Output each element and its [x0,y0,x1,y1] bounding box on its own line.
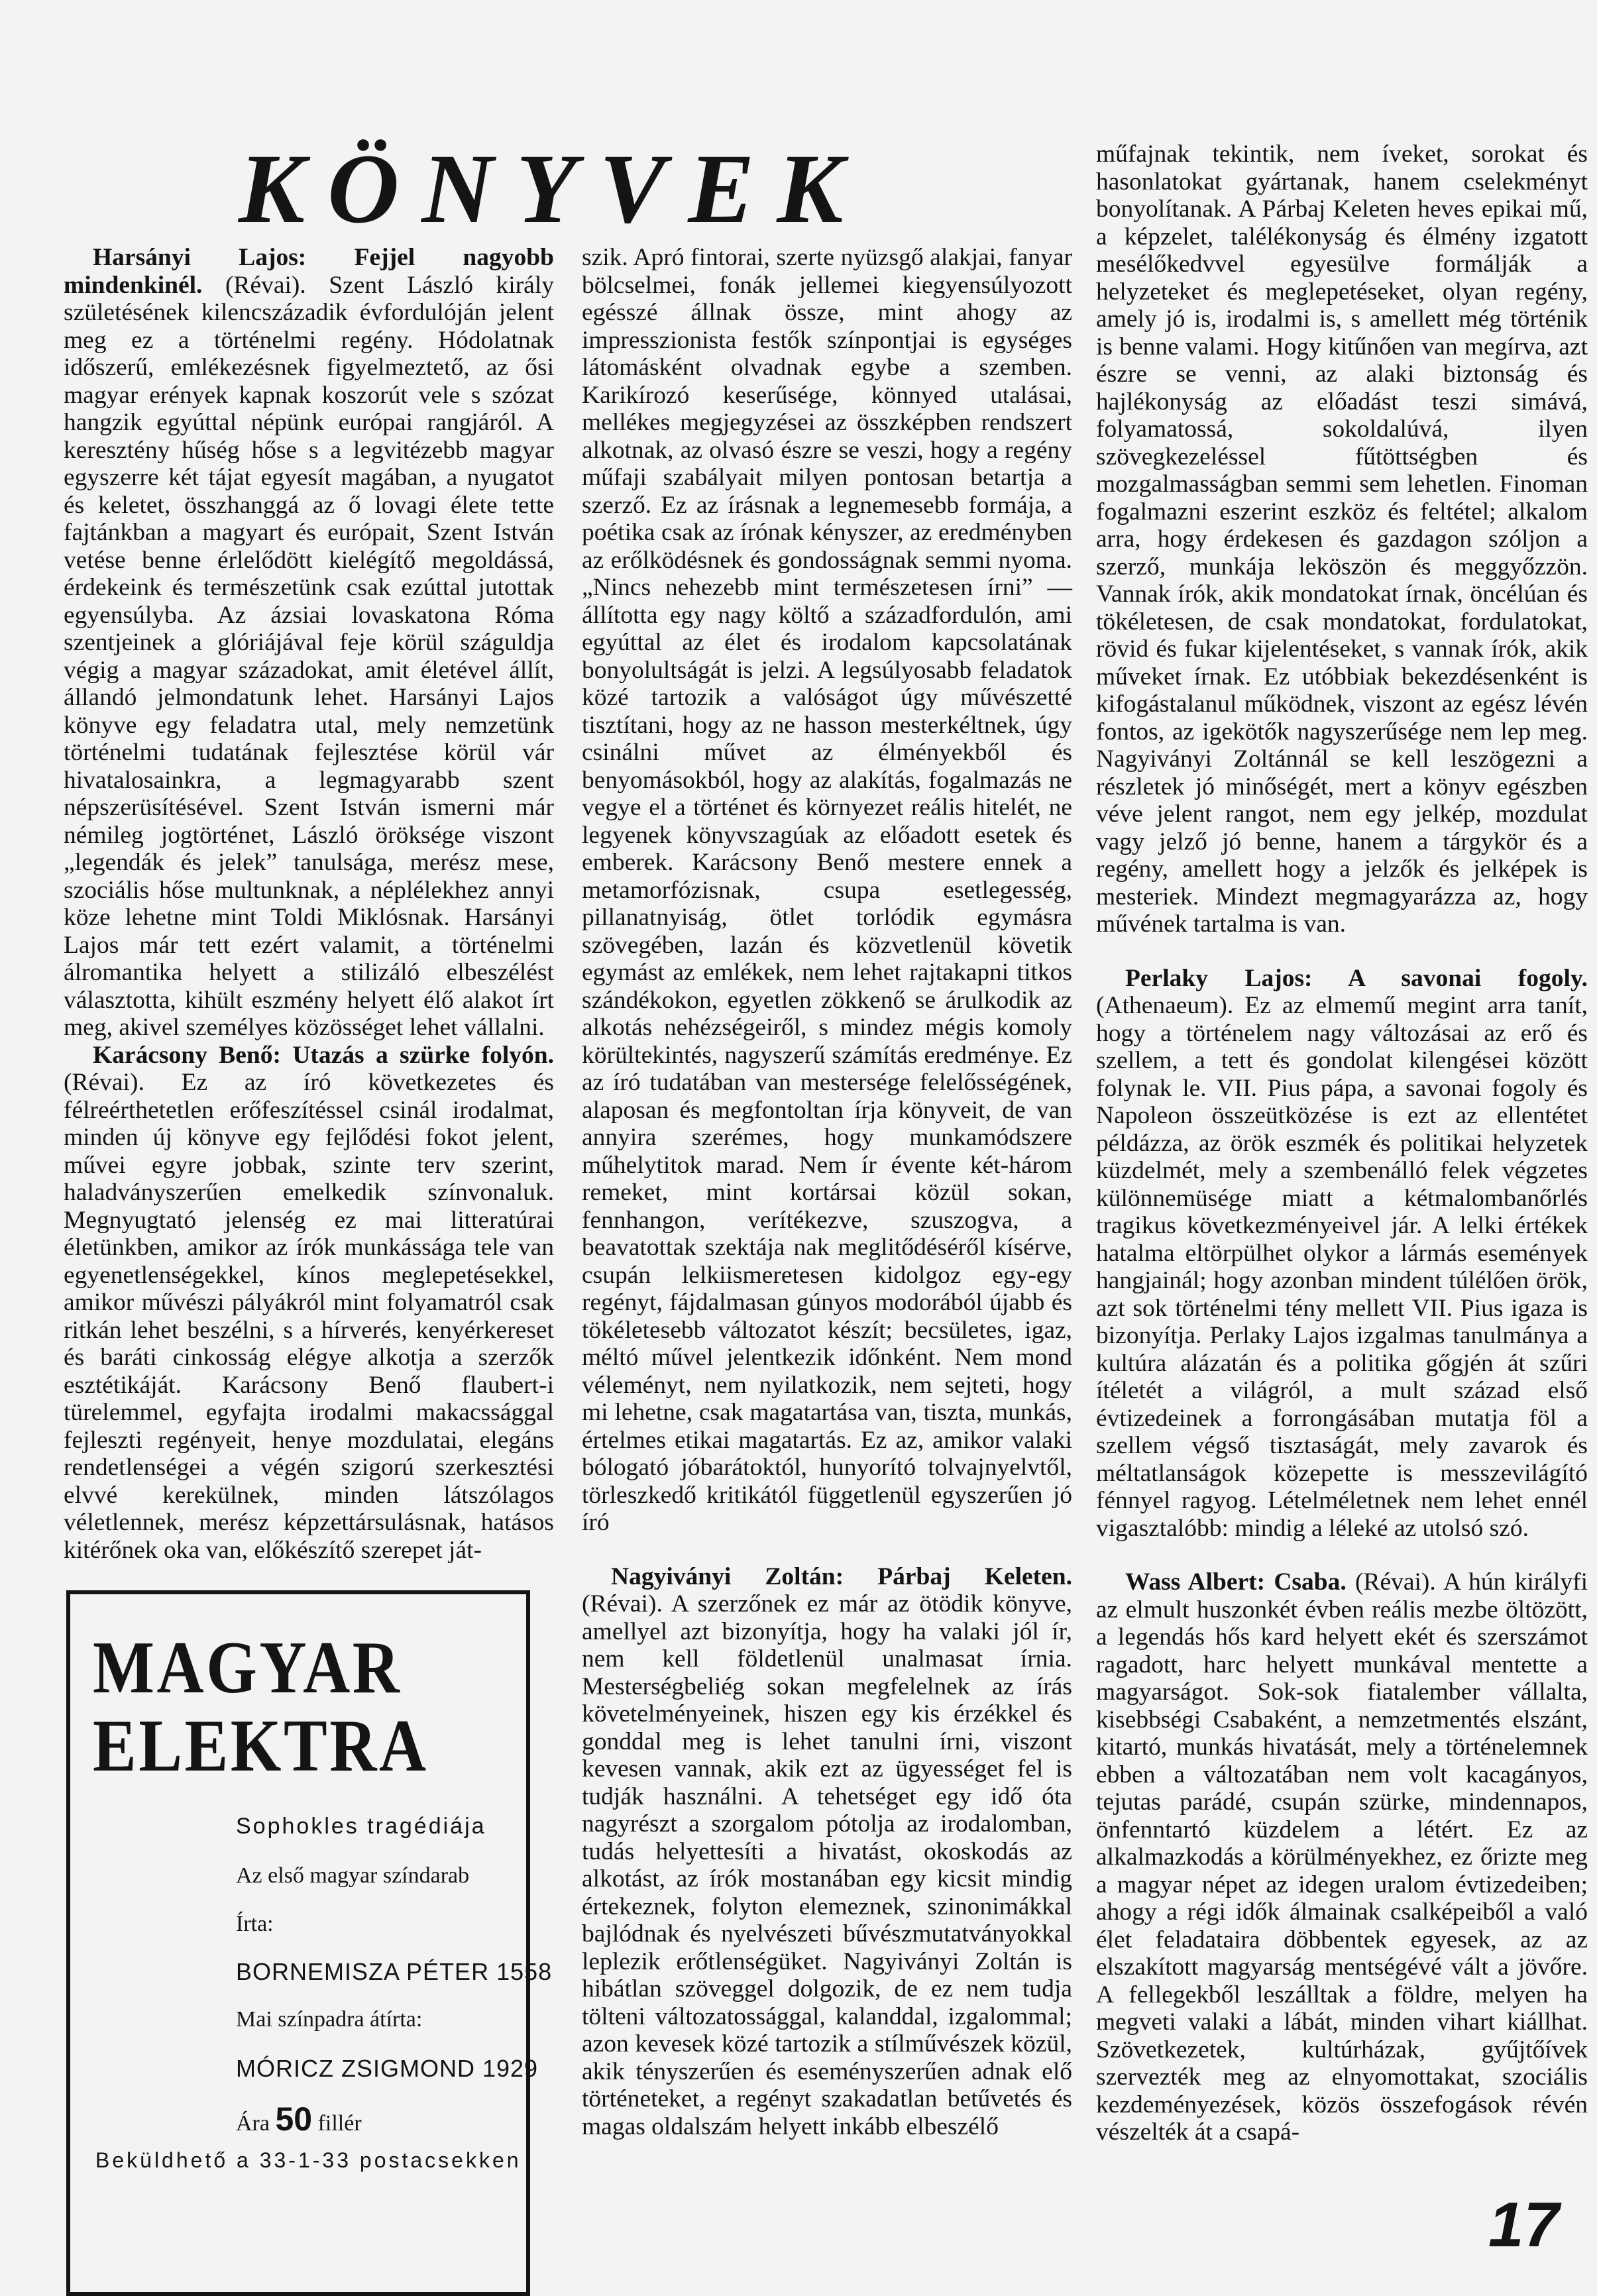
ad-title-line2: ELEKTRA [93,1705,429,1787]
ad-price-value: 50 [275,2101,313,2138]
ad-footer: Beküldhető a 33-1-33 postacsekken [95,2148,522,2172]
review-body: (Révai). A szerzőnek ez már az ötödik könyve, amellyel azt bizonyítja, hogy ha valaki jól ír, nem kell földetlenül unalmasat írnia. Mesterségbeliég sokan megfelelnek az írás követelményeinek, hiszen egy kis érzékkel és gonddal meg is lehet tanulni írni, viszont kevesen vannak, akik ezt az ügyességet fel is tudják használni. A tehetséget egy idő óta nagyrészt a szorgalom pótolja az irodalomban, tudás helyettesíti a hivatást, okoskodás az alkotást, az írók mostanában egy kicsit mindig értekeznek, folyton elemeznek, szinonimákkal bajlódnak és nyelvészeti bűvészmutatványokkal leplezik erőtlenségüket. Nagyiványi Zoltán is hibátlan szöveggel dolgozik, de ez nem tudja tölteni változatossággal, kalanddal, izgalommal; azon kevesek közé tartozik a stílművészek közül, akik tényszerűen és eseményszerűen adnak elő történeteket, a regényt szakadatlan betűvetés és magas oldalszám helyett inkább elbeszélő [582,1590,1072,2140]
ad-price [236,2101,362,2138]
ad-title-line1: MAGYAR [93,1627,402,1709]
page-title: KÖNYVEK [239,134,866,244]
review-heading: Nagyiványi Zoltán: Párbaj Keleten. [611,1562,1072,1590]
review-harsanyi [64,244,554,1042]
advertisement-box [66,1590,553,2296]
ad-line-adapted-by: Mai színpadra átírta: [236,2007,423,2032]
review-heading: Harsányi Lajos: Fejjel nagyobb mindenkinél. [64,244,554,299]
review-heading: Perlaky Lajos: A savonai fogoly. [1125,964,1588,992]
ad-line-first-play: Az első magyar színdarab [236,1863,470,1888]
ad-author: BORNEMISZA PÉTER 1558 [236,1958,553,1985]
ad-subtitle: Sophokles tragédiája [236,1814,486,1839]
ad-line-written-by: Írta: [236,1912,274,1936]
review-nagyivanyi-continued: műfajnak tekintik, nem íveket, sorokat és hasonlatokat gyártanak, hanem cselekményt bonyolítanak. A Párbaj Keleten heves epikai mű, a képzelet, talélékonyság és élmény izgatott mesélőkedvvel egyesülve formálják a helyzeteket és meglepetéseket, olyan regény, amely jó is, irodalmi is, s amellett még történik is benne valami. Hogy kitűnően van megírva, azt észre se venni, az alaki biztonság és hajlékonyság az előadást teszi simává, folyamatossá, sokoldalúvá, ilyen szövegkezeléssel fűtöttségben és mozgalmasságban semmi sem lehetlen. Finoman fogalmazni eszerint eszköz és feltétel; alkalom arra, hogy érdekesen és gazdagon szóljon a szerző, munkája leköszön és meggyőzzön. Vannak írók, akik mondatokat írnak, öncélúan és tökéletesen, de csak mondatokat, fordulatokat, rövid és fukar kijelentéseket, s vannak írók, akik műveket írnak. Ez utóbbiak bekezdésenként is kifogástalanul működnek, viszont az egész lévén fontos, az igekötők nagyszerűsége nem lep meg. Nagyiványi Zoltánnál se kell leszögezni a részletek jó minőségét, mert a könyv egészben véve jelent rangot, nem egy jelkép, mozdulat vagy jelző jó benne, hanem a tárgykör és a regény, amellett hogy a jelzők és jelképek is mesteriek. Mindezt megmagyarázza az, hogy művének tartalma is van. [1096,140,1588,938]
review-body: (Révai). Szent László király születésének kilencszázadik évfordulóján jelent meg ez a történelmi regény. Hódolatnak időszerű, emlékezésnek figyelmeztető, az ősi magyar erények kapnak koszorút vele s szózat hangzik egyúttal népünk európai rangjáról. A keresztény hűség hőse s a legvitézebb magyar egyszerre két tájat egyesít magában, a nyugatot és keletet, összhanggá az ő lovagi élete tette fajtánkban a magyart és európait, Szent István vetése benne érlelődött kielégítő megoldássá, érdekeink és természetünk csak ezúttal jutottak egyensúlyba. Az ázsiai lovaskatona Róma szentjeinek a glóriájával feje körül száguldja végig a magyar századokat, amit életével állít, állandó jelmondatunk lehet. Harsányi Lajos könyve egy feladatra utal, mely nemzetünk történelmi tudatának fejlesztése körül vár hivatalosainkra, a legmagyarabb szent népszerüsítésével. Szent István ismerni már némileg jogtörténet, László öröksége viszont „legendák és jelek” tanulsága, merész mese, szociális hőse multunknak, a néplélekhez annyi köze lehetne mint Toldi Miklósnak. Harsányi Lajos már tett ezért valamit, a történelmi álromantika helyett a stilizáló elbeszélést választotta, kihült eszmény helyett élő alakot írt meg, akivel személyes közösséget lehet vállalni. [64,271,554,1041]
ad-price-prefix: Ára [236,2111,270,2136]
review-karacsony [64,1042,554,1564]
page-number: 17 [1488,2189,1559,2260]
review-nagyivanyi [582,1563,1072,2141]
review-heading: Wass Albert: Csaba. [1125,1568,1347,1596]
review-body: (Révai). Ez az író következetes és félreérthetetlen erőfeszítéssel csinál irodalmat, minden új könyve egy fejlődési fokot jelent, művei egyre jobbak, szinte terv szerint, haladványszerűen emelkedik színvonaluk. Megnyugtató jelenség ez mai litteratúrai életünkben, amikor az írók munkássága tele van egyenetlenségekkel, kínos meglepetésekkel, amikor művészi pályákról mint folyamatról csak ritkán lehet beszélni, s a hírverés, kenyérkereset és baráti cinkosság elégye alkotja a szerzők esztétikáját. Karácsony Benő flaubert-i türelemmel, egyfajta irodalmi makacssággal fejleszti regényeit, henye mozdulatai, elegáns rendetlenségei a végén szigorú szerkesztési elvvé kerekülnek, minden látszólagos véletlennek, merész képzettársulásnak, hatásos kitérőnek oka van, előkészítő szerepet ját- [64,1069,554,1564]
ad-price-unit: fillér [317,2111,362,2136]
ad-title [93,1629,429,1785]
column-right [1096,140,1588,2146]
column-left [64,244,554,1569]
review-wass [1096,1568,1588,2146]
ad-adapter: MÓRICZ ZSIGMOND 1929 [236,2055,539,2082]
review-heading: Karácsony Benő: Utazás a szürke folyón. [93,1041,554,1069]
review-body: (Athenaeum). Ez az elmemű megint arra tanít, hogy a történelem nagy változásai az erő és szellem, a tett és gondolat kilengései között folynak le. VII. Pius pápa, a savonai fogoly és Napoleon összeütközése is ezt az ellentétet példázza, az örök eszmék és politikai helyzetek küzdelmét, mely a szembenálló felek végzetes különnemüsége miatt a kétmalombanőrlés tragikus következményeivel jár. A lelki értékek hatalma eltörpülhet olykor a lármás események hangjainál; hogy azonban mindent túlélően örök, azt sok történelmi tény mellett VII. Pius igaza is bizonyítja. Perlaky Lajos izgalmas tanulmánya a kultúra alázatán és a politika gőgjén át szűri ítéletét a világról, a mult század első évtizedeinek a forrongásában mutatja föl a szellem végső tisztaságát, mely zavarok és méltatlanságok közepette is messzevilágító fénnyel ragyog. Lételméletnek nem lehet ennél vigasztalóbb: mindig a léleké az utolsó szó. [1096,992,1588,1542]
review-karacsony-continued: szik. Apró fintorai, szerte nyüzsgő alakjai, fanyar bölcselmei, fonák jellemei kiegyensúlyozott egésszé állnak össze, mint ahogy az impresszionista festők színpontjai is egységes látomásként olvadnak egybe a szemben. Karikírozó keserűsége, könnyed utalásai, mellékes megjegyzései az összképben rendszert alkotnak, az olvasó észre se veszi, hogy a regény műfaji szabályait milyen pontosan betartja a szerző. Ez az írásnak a legnemesebb formája, a poétika csak az írónak kényszer, az eredményben az erőlködésnek és gondosságnak semmi nyoma. „Nincs nehezebb mint természetesen írni” — állította egy nagy költő a századfordulón, ami egyúttal az élet és irodalom kapcsolatának bonyolultságát is jelzi. A legsúlyosabb feladatok közé tartozik a valóságot úgy művészetté tisztítani, hogy az ne hasson mesterkéltnek, úgy csinálni művet az élményekből és benyomásokból, hogy az alakítás, fogalmazás ne vegye el a történet és környezet reális hitelét, ne legyenek könyvszagúak az előadott esetek és emberek. Karácsony Benő mestere ennek a metamorfózisnak, csupa esetlegesség, pillanatnyiság, ötlet torlódik egymásra szövegében, lazán és közvetlenül követik egymást az emlékek, nem lehet rajtakapni titkos szándékokon, egyetlen zökkenő se árulkodik az alkotás nehézségeiről, s mindez mégis komoly körültekintés, nagyszerű számítás eredménye. Ez az író tudatában van mestersége felelősségének, alaposan és megfontoltan írja könyveit, de van annyira szerémes, hogy munkamódszere műhelytitok marad. Nem ír évente két-három remeket, mint kortársai közül sokan, fennhangon, verítékezve, szuszogva, a beavatottak szektája nak meglitődéséről kísérve, csupán lelkiismeretesen kidolgoz egy-egy regényt, fájdalmasan gúnyos modorából újabb és tökéletesebb változatot készít; becsületes, igaz, méltó művel jelentkezik időnként. Nem mond véleményt, nem nyilatkozik, nem sejteti, hogy mi lehetne, csak magatartása van, tiszta, munkás, értelmes etikai magatartás. Ez az, amikor valaki bólogató jóbarátoktól, hunyorító tolvajnyelvtől, törleszkedő kritikától függetlenül egyszerűen jó író [582,244,1072,1536]
review-perlaky [1096,965,1588,1543]
review-body: (Révai). A hún királyfi az elmult huszonkét évben reális mezbe öltözött, a legendás hős kard helyett ekét és szerszámot ragadott, harc helyett munkával mentette a magyarságot. Sok-sok fiatalember vállalta, kisebbségi Csabaként, a nemzetmentés elszánt, kitartó, munkás hivatását, mely a történelemnek ebben a változatában nem volt kacagányos, tejutas parádé, csupán szürke, mindennapos, önfenntartó küzdelem a létért. Ez az alkalmazkodás a körülményekhez, ez őrizte meg a magyar népet az idegen uralom évtizedeiben; ahogy a régi idők álmainak csalképeiből a való élet feladataira döbbentek egyesek, az az elszakított magyarság mentségévé vált a jövőre. A fellegekből leszálltak a földre, melyen ha megveti valaki a lábát, minden vihart kiállhat. Szövetkezetek, kultúrházak, gyűjtőívek szervezték meg az elnyomottakat, szociális kezdeményezések, közös összefogások révén vészelték át a csapá- [1096,1568,1588,2146]
column-middle [582,244,1072,2140]
